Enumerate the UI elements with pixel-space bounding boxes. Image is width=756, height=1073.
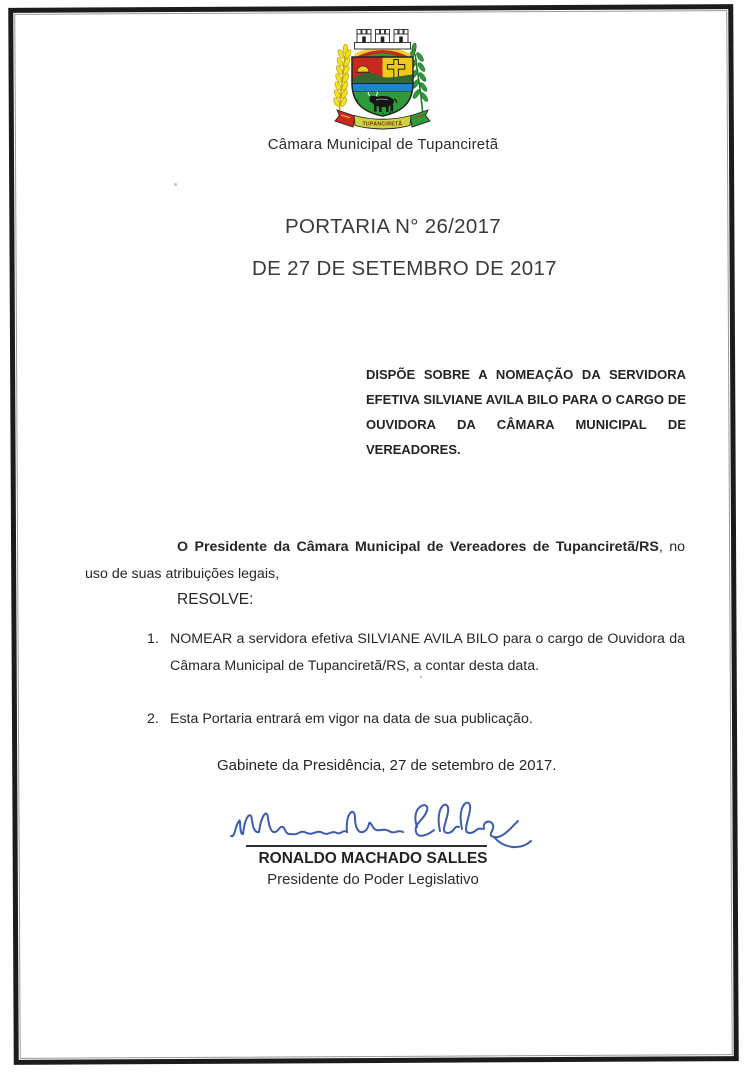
municipal-crest-icon (326, 26, 438, 134)
preamble-regular-text: , no uso de suas atribuições legais, (85, 539, 685, 582)
signer-name: RONALDO MACHADO SALLES (258, 850, 488, 867)
document-summary: DISPÕE SOBRE A NOMEAÇÃO DA SERVIDORA EFETIVA SILVIANE AVILA BILO PARA O CARGO DE OUVIDORA DA CÂMARA MUNICIPAL DE VEREADORES. (366, 367, 686, 457)
signer-title: Presidente do Poder Legislativo (267, 871, 479, 888)
organization-name: Câmara Municipal de Tupanciretã (267, 136, 499, 153)
list-item (147, 706, 685, 733)
document-title-date: DE 27 DE SETEMBRO DE 2017 (252, 257, 557, 280)
document-title-number: PORTARIA N° 26/2017 (285, 215, 501, 238)
list-item-text: Esta Portaria entrará em vigor na data de sua publicação. (170, 711, 533, 727)
preamble-bold-text: O Presidente da Câmara Municipal de Vereadores de Tupanciretã/RS (177, 539, 659, 555)
list-item-text: NOMEAR a servidora efetiva SILVIANE AVILA BILO para o cargo de Ouvidora da Câmara Municipal de Tupanciretã/RS, a contar desta data. (170, 631, 685, 674)
signature-rule (246, 845, 487, 847)
closing-dateline: Gabinete da Presidência, 27 de setembro de 2017. (217, 757, 557, 774)
list-item (147, 626, 685, 680)
list-item-number: 1. (147, 631, 159, 647)
resolution-list (147, 626, 685, 739)
crest-banner-text: TUPANCIRETÃ (362, 121, 403, 128)
mural-crown-icon (355, 30, 411, 50)
wheat-branch-icon (332, 44, 352, 119)
list-item-number: 2. (147, 711, 159, 727)
resolve-label: RESOLVE: (177, 591, 254, 608)
river-band (352, 84, 413, 92)
scan-artifact (420, 676, 422, 678)
scan-artifact (174, 183, 177, 186)
preamble-paragraph (85, 534, 685, 588)
signature-block (243, 848, 503, 890)
